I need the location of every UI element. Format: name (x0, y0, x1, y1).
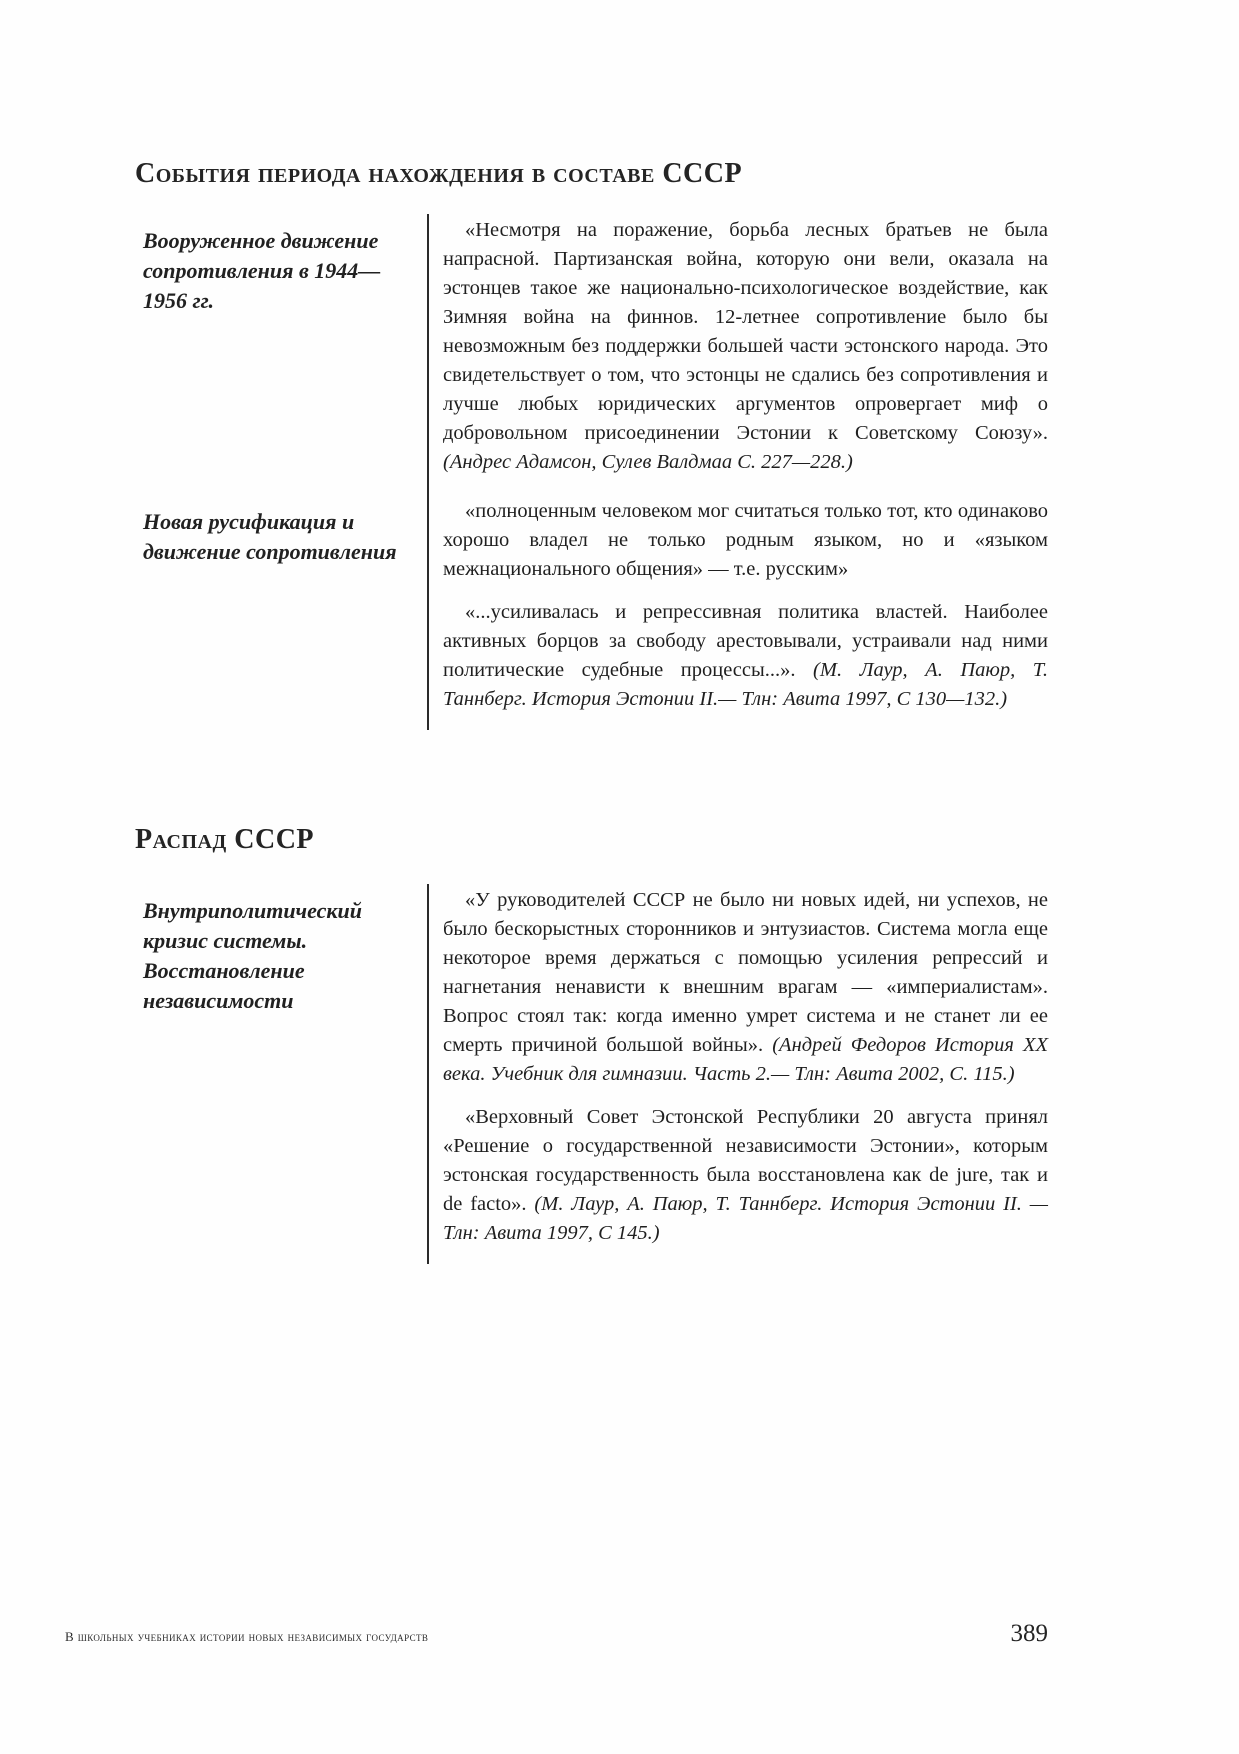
quote-text: «У руководителей СССР не было ни новых идей, ни успехов, не было бескорыстных сторонников и энтузиастов. Система могла еще некоторое время держаться с помощью усиления репрессий и нагнетания ненависти к внешним врагам — «империалистам». Вопрос стоял так: когда именно умрет система и не станет ли ее смерть причиной большой войны». (443, 889, 1048, 1056)
quote-paragraph (443, 497, 1048, 584)
section-body-ussr-period (135, 214, 1048, 730)
page-content (135, 0, 1048, 1264)
citation-text: (М. Лаур, А. Паюр, Т. Таннберг. История Эстонии II.— Тлн: Авита 1997, С 130—132.) (443, 659, 1048, 710)
row-label-political-crisis: Внутриполитический кризис системы. Восстановление независимости (143, 898, 362, 1013)
running-title: В школьных учебниках истории новых независимых государств (65, 1629, 429, 1644)
quote-paragraph (443, 886, 1048, 1089)
quote-text: «Несмотря на поражение, борьба лесных братьев не была напрасной. Партизанская война, которую они вели, оказала на эстонцев такое же национально-психологическое воздействие, как Зимняя война на финнов. 12-летнее сопротивление было бы невозможным без поддержки большей части эстонского народа. Это свидетельствует о том, что эстонцы не сдались без сопротивления и лучше любых юридических аргументов опровергает миф о добровольном присоединении Эстонии к Советскому Союзу». (443, 219, 1048, 444)
row-label-armed-resistance: Вооруженное движение сопротивления в 1944—1956 гг. (143, 228, 381, 313)
row-content (427, 495, 1048, 730)
quote-paragraph (443, 1103, 1048, 1248)
citation-text: (М. Лаур, А. Паюр, Т. Таннберг. История Эстонии II. — Тлн: Авита 1997, С 145.) (443, 1193, 1048, 1244)
table-row (135, 495, 1048, 730)
section-heading-ussr-period: События периода нахождения в составе СССР (135, 158, 743, 189)
quote-text: «...усиливалась и репрессивная политика властей. Наиболее активных борцов за свободу арестовывали, устраивали над ними политические судебные процессы...». (443, 601, 1048, 681)
quote-paragraph (443, 598, 1048, 714)
quote-paragraph (443, 216, 1048, 477)
quote-text: «полноценным человеком мог считаться только тот, кто одинаково хорошо владел не только родным языком, но и «языком межнационального общения» — т.е. русским» (443, 500, 1048, 580)
quote-text: «Верховный Совет Эстонской Республики 20 августа принял «Решение о государственной независимости Эстонии», которым эстонская государственность была восстановлена как de jure, так и de facto». (443, 1106, 1048, 1215)
page-number: 389 (1010, 1620, 1048, 1647)
citation-text: (Андрес Адамсон, Сулев Валдмаа С. 227—228.) (443, 451, 853, 473)
page-footer (65, 1620, 1048, 1648)
section-body-ussr-collapse (135, 884, 1048, 1264)
row-content (427, 884, 1048, 1264)
citation-text: (Андрей Федоров История XX века. Учебник для гимназии. Часть 2.— Тлн: Авита 2002, С. 115.) (443, 1034, 1048, 1085)
row-content (427, 214, 1048, 495)
table-row (135, 214, 1048, 495)
section-heading-ussr-collapse: Распад СССР (135, 824, 315, 855)
table-row (135, 884, 1048, 1264)
row-label-new-russification: Новая русификация и движение сопротивления (143, 509, 397, 564)
